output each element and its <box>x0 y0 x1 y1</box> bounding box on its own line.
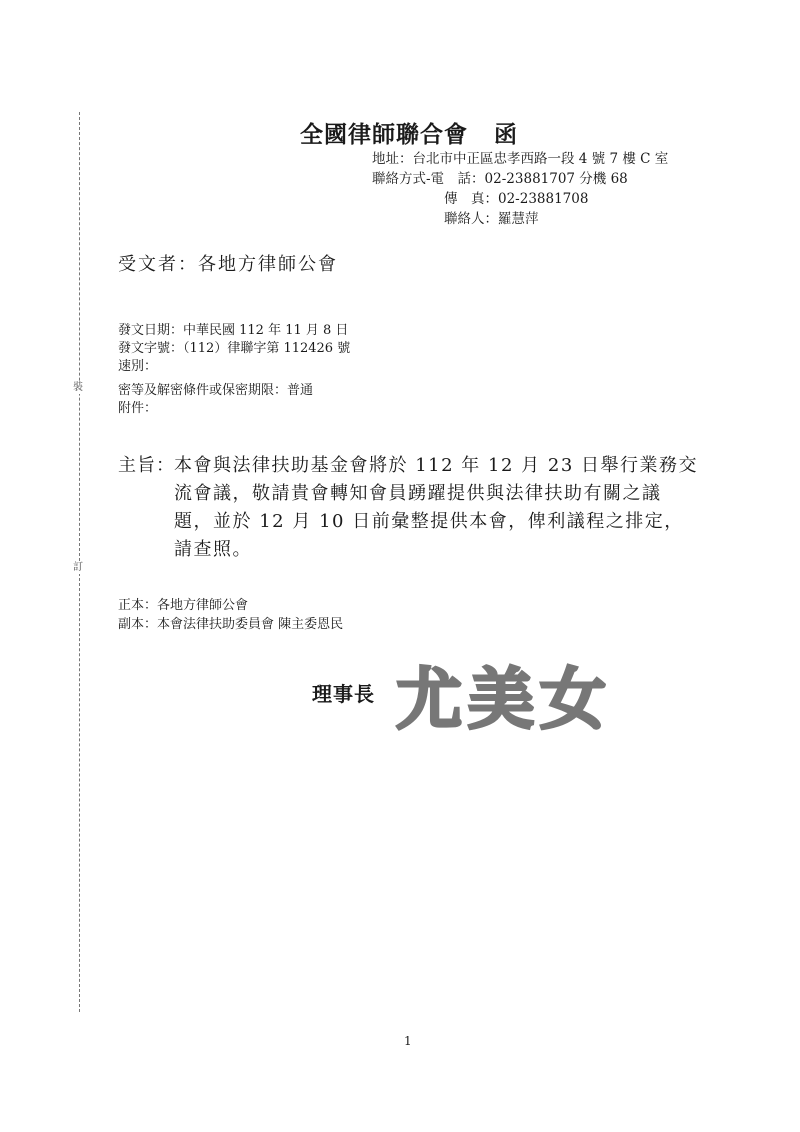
binding-mark-bottom: 訂 <box>73 562 83 573</box>
subject-line: 流會議，敬請貴會轉知會員踴躍提供與法律扶助有關之議 <box>174 483 662 504</box>
contact-fax: 傳 真：02-23881708 <box>444 191 589 207</box>
meta-classification: 密等及解密條件或保密期限：普通 <box>118 383 314 398</box>
contact-address: 地址：台北市中正區忠孝西路一段 4 號 7 樓 C 室 <box>372 151 669 167</box>
meta-date: 發文日期：中華民國 112 年 11 月 8 日 <box>118 323 349 338</box>
document-title <box>300 116 518 149</box>
subject-line: 本會與法律扶助基金會將於 112 年 12 月 23 日舉行業務交 <box>174 455 698 476</box>
meta-attachments: 附件： <box>118 401 158 416</box>
subject-line: 請查照。 <box>174 539 252 560</box>
cc-copy: 副本：本會法律扶助委員會 陳主委恩民 <box>118 617 344 632</box>
subject-body <box>174 452 718 564</box>
contact-phone: 聯絡方式-電 話：02-23881707 分機 68 <box>372 171 628 187</box>
receiver: 受文者：各地方律師公會 <box>118 254 338 275</box>
subject-line: 題，並於 12 月 10 日前彙整提供本會，俾利議程之排定， <box>174 511 684 532</box>
signature-image <box>392 648 622 740</box>
subject <box>118 452 718 564</box>
meta-doc-number: 發文字號：（112）律聯字第 112426 號 <box>118 341 351 356</box>
meta-speed: 速別： <box>118 359 158 374</box>
page-number: 1 <box>404 1034 412 1048</box>
signature-text: 尤美女 <box>396 660 612 738</box>
contact-person: 聯絡人：羅慧萍 <box>444 211 539 227</box>
binding-mark-top: 裝 <box>73 382 83 393</box>
title-text: 全國律師聯合會 <box>300 121 468 148</box>
cc-main: 正本：各地方律師公會 <box>118 598 249 613</box>
subject-label: 主旨： <box>118 455 175 476</box>
signer-title: 理事長 <box>312 682 375 706</box>
title-suffix: 函 <box>494 121 518 148</box>
